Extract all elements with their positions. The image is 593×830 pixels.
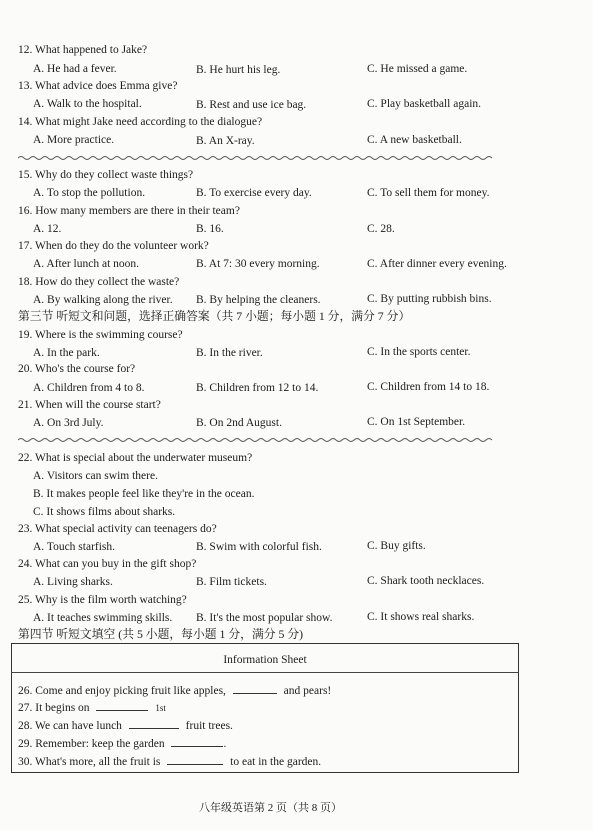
option-15b: B. To exercise every day. xyxy=(196,187,312,199)
fold-divider-2 xyxy=(18,437,496,442)
option-25a: A. It teaches swimming skills. xyxy=(33,612,173,624)
option-24c: C. Shark tooth necklaces. xyxy=(367,575,485,587)
fold-divider xyxy=(18,155,496,160)
question-25: 25. Why is the film worth watching? xyxy=(18,594,187,606)
option-16b: B. 16. xyxy=(196,223,224,235)
option-15a: A. To stop the pollution. xyxy=(33,187,146,199)
option-22c: C. It shows films about sharks. xyxy=(33,506,176,518)
option-17a: A. After lunch at noon. xyxy=(33,258,140,270)
option-19a: A. In the park. xyxy=(33,347,100,359)
option-20b: B. Children from 12 to 14. xyxy=(196,382,319,394)
option-20c: C. Children from 14 to 18. xyxy=(367,381,490,393)
question-21: 21. When will the course start? xyxy=(18,399,161,411)
fill-line-29-text: 29. Remember: keep the garden xyxy=(18,738,165,750)
fill-line-27 xyxy=(18,699,166,715)
fill-line-26-text: 26. Come and enjoy picking fruit like apples, xyxy=(18,685,226,697)
option-18b: B. By helping the cleaners. xyxy=(196,294,321,306)
question-20: 20. Who's the course for? xyxy=(18,363,136,375)
option-12a: A. He had a fever. xyxy=(33,63,117,75)
option-19b: B. In the river. xyxy=(196,347,263,359)
option-24b: B. Film tickets. xyxy=(196,576,267,588)
answer-blank-26[interactable] xyxy=(233,682,277,694)
option-18a: A. By walking along the river. xyxy=(33,294,173,306)
information-sheet-title-rule xyxy=(11,672,519,673)
option-23b: B. Swim with colorful fish. xyxy=(196,541,322,553)
fill-line-30 xyxy=(18,753,321,769)
option-17b: B. At 7: 30 every morning. xyxy=(196,258,320,270)
question-19: 19. Where is the swimming course? xyxy=(18,329,183,341)
option-23c: C. Buy gifts. xyxy=(367,540,426,552)
answer-blank-30[interactable] xyxy=(167,753,223,765)
option-14a: A. More practice. xyxy=(33,134,115,146)
option-20a: A. Children from 4 to 8. xyxy=(33,382,145,394)
question-24: 24. What can you buy in the gift shop? xyxy=(18,558,197,570)
section-4-heading: 第四节 听短文填空 (共 5 小题，每小题 1 分，满分 5 分) xyxy=(18,627,304,641)
fill-line-28-text: 28. We can have lunch xyxy=(18,720,122,732)
option-19c: C. In the sports center. xyxy=(367,346,471,358)
option-15c: C. To sell them for money. xyxy=(367,187,490,199)
option-25b: B. It's the most popular show. xyxy=(196,612,333,624)
question-14: 14. What might Jake need according to the dialogue? xyxy=(18,116,263,128)
fill-line-30-end: to eat in the garden. xyxy=(230,756,322,768)
page-footer: 八年级英语第 2 页（共 8 页） xyxy=(199,802,342,814)
option-25c: C. It shows real sharks. xyxy=(367,611,475,623)
fill-line-27-text: 27. It begins on xyxy=(18,702,90,714)
fill-line-29-end: . xyxy=(223,738,227,750)
option-13c: C. Play basketball again. xyxy=(367,98,482,110)
option-16c: C. 28. xyxy=(367,223,395,235)
option-21b: B. On 2nd August. xyxy=(196,417,282,429)
option-17c: C. After dinner every evening. xyxy=(367,258,507,270)
option-13a: A. Walk to the hospital. xyxy=(33,98,142,110)
question-18: 18. How do they collect the waste? xyxy=(18,276,180,288)
option-18c: C. By putting rubbish bins. xyxy=(367,293,492,305)
question-15: 15. Why do they collect waste things? xyxy=(18,169,194,181)
option-22a: A. Visitors can swim there. xyxy=(33,470,158,482)
option-14c: C. A new basketball. xyxy=(367,134,462,146)
fill-line-26 xyxy=(18,682,331,698)
option-16a: A. 12. xyxy=(33,223,62,235)
question-12: 12. What happened to Jake? xyxy=(18,44,148,56)
option-12c: C. He missed a game. xyxy=(367,63,468,75)
question-16: 16. How many members are there in their team? xyxy=(18,205,240,217)
option-22b: B. It makes people feel like they're in the ocean. xyxy=(33,488,255,500)
question-13: 13. What advice does Emma give? xyxy=(18,80,178,92)
option-12b: B. He hurt his leg. xyxy=(196,64,281,76)
fill-line-26-end: and pears! xyxy=(283,685,332,697)
fill-line-29 xyxy=(18,735,226,751)
option-23a: A. Touch starfish. xyxy=(33,541,116,553)
fill-line-28 xyxy=(18,717,233,733)
question-17: 17. When do they do the volunteer work? xyxy=(18,240,209,252)
option-21a: A. On 3rd July. xyxy=(33,417,104,429)
fill-line-27-end: 1st xyxy=(155,703,166,713)
section-3-heading: 第三节 听短文和问题，选择正确答案（共 7 小题；每小题 1 分，满分 7 分） xyxy=(18,309,411,323)
option-13b: B. Rest and use ice bag. xyxy=(196,99,307,111)
answer-blank-28[interactable] xyxy=(129,717,179,729)
option-14b: B. An X-ray. xyxy=(196,135,255,147)
option-24a: A. Living sharks. xyxy=(33,576,113,588)
option-21c: C. On 1st September. xyxy=(367,416,466,428)
answer-blank-27[interactable] xyxy=(96,699,148,711)
fill-line-30-text: 30. What's more, all the fruit is xyxy=(18,756,161,768)
answer-blank-29[interactable] xyxy=(171,735,223,747)
information-sheet-title: Information Sheet xyxy=(223,654,307,666)
fill-line-28-end: fruit trees. xyxy=(185,720,233,732)
question-23: 23. What special activity can teenagers do? xyxy=(18,523,217,535)
question-22: 22. What is special about the underwater museum? xyxy=(18,452,253,464)
